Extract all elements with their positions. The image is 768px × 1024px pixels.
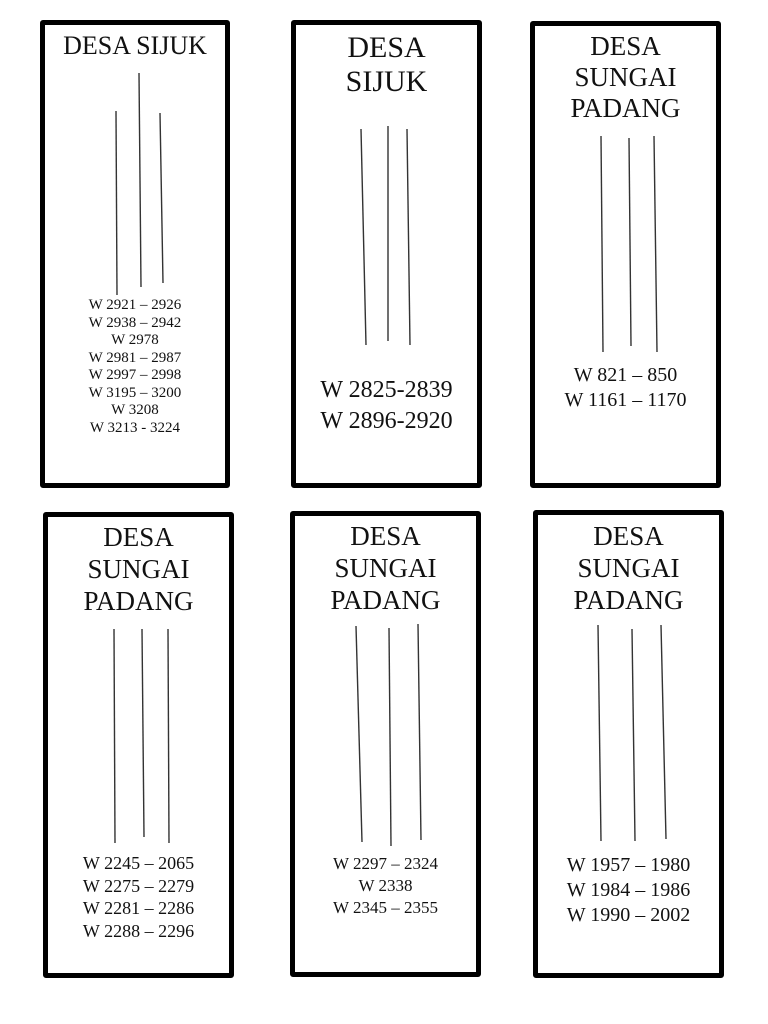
code-item: W 1957 – 1980 — [566, 854, 691, 876]
code-list — [48, 852, 229, 942]
code-list — [295, 853, 476, 919]
code-item: W 2245 – 2065 — [82, 853, 195, 873]
code-item: W 2297 – 2324 — [333, 854, 438, 873]
guide-line — [160, 113, 163, 283]
code-list — [45, 297, 225, 437]
code-item: W 2921 – 2926 — [88, 297, 182, 313]
code-item: W 2938 – 2942 — [88, 314, 182, 331]
code-item: W 2997 – 2998 — [88, 367, 182, 383]
label-title: DESA SUNGAI PADANG — [83, 522, 194, 616]
label-title: DESA SIJUK — [345, 31, 428, 98]
code-item: W 3213 - 3224 — [89, 419, 181, 436]
code-item: W 3195 – 3200 — [88, 384, 182, 401]
code-item: W 2345 – 2355 — [333, 898, 438, 917]
code-item: W 2825-2839 — [320, 377, 453, 403]
guide-line — [598, 625, 601, 841]
code-item: W 3208 — [111, 402, 159, 418]
code-list — [296, 375, 477, 437]
code-item: W 2978 — [111, 332, 159, 348]
code-item: W 1161 – 1170 — [564, 389, 687, 411]
guide-line — [601, 136, 603, 352]
label-title: DESA SUNGAI PADANG — [330, 521, 441, 615]
guide-line — [139, 73, 141, 287]
code-item: W 2275 – 2279 — [82, 875, 195, 896]
guide-line — [168, 629, 169, 843]
guide-lines — [535, 26, 726, 493]
guide-line — [418, 624, 421, 840]
guide-line — [142, 629, 144, 837]
label-title: DESA SUNGAI PADANG — [573, 521, 684, 615]
code-item: W 821 – 850 — [573, 364, 678, 386]
code-item: W 2288 – 2296 — [82, 920, 195, 941]
code-item: W 2896-2920 — [320, 408, 453, 434]
guide-line — [361, 129, 366, 345]
guide-line — [116, 111, 117, 295]
code-item: W 2338 — [358, 876, 413, 895]
spine-label-5 — [290, 511, 481, 977]
guide-line — [389, 628, 391, 846]
spine-label-2 — [291, 20, 482, 488]
label-title: DESA SIJUK — [63, 31, 207, 60]
code-item: W 1990 – 2002 — [566, 904, 691, 926]
code-item: W 1984 – 1986 — [566, 879, 691, 901]
spine-label-3 — [530, 21, 721, 488]
guide-line — [356, 626, 362, 842]
guide-line — [632, 629, 635, 841]
guide-line — [654, 136, 657, 352]
code-list — [538, 853, 719, 928]
guide-line — [629, 138, 631, 346]
guide-line — [114, 629, 115, 843]
guide-line — [407, 129, 410, 345]
guide-line — [661, 625, 666, 839]
label-title: DESA SUNGAI PADANG — [570, 31, 681, 123]
spine-label-1 — [40, 20, 230, 488]
code-list — [535, 363, 716, 413]
spine-label-4 — [43, 512, 234, 978]
spine-label-6 — [533, 510, 724, 978]
code-item: W 2981 – 2987 — [88, 349, 182, 366]
code-item: W 2281 – 2286 — [82, 898, 195, 918]
